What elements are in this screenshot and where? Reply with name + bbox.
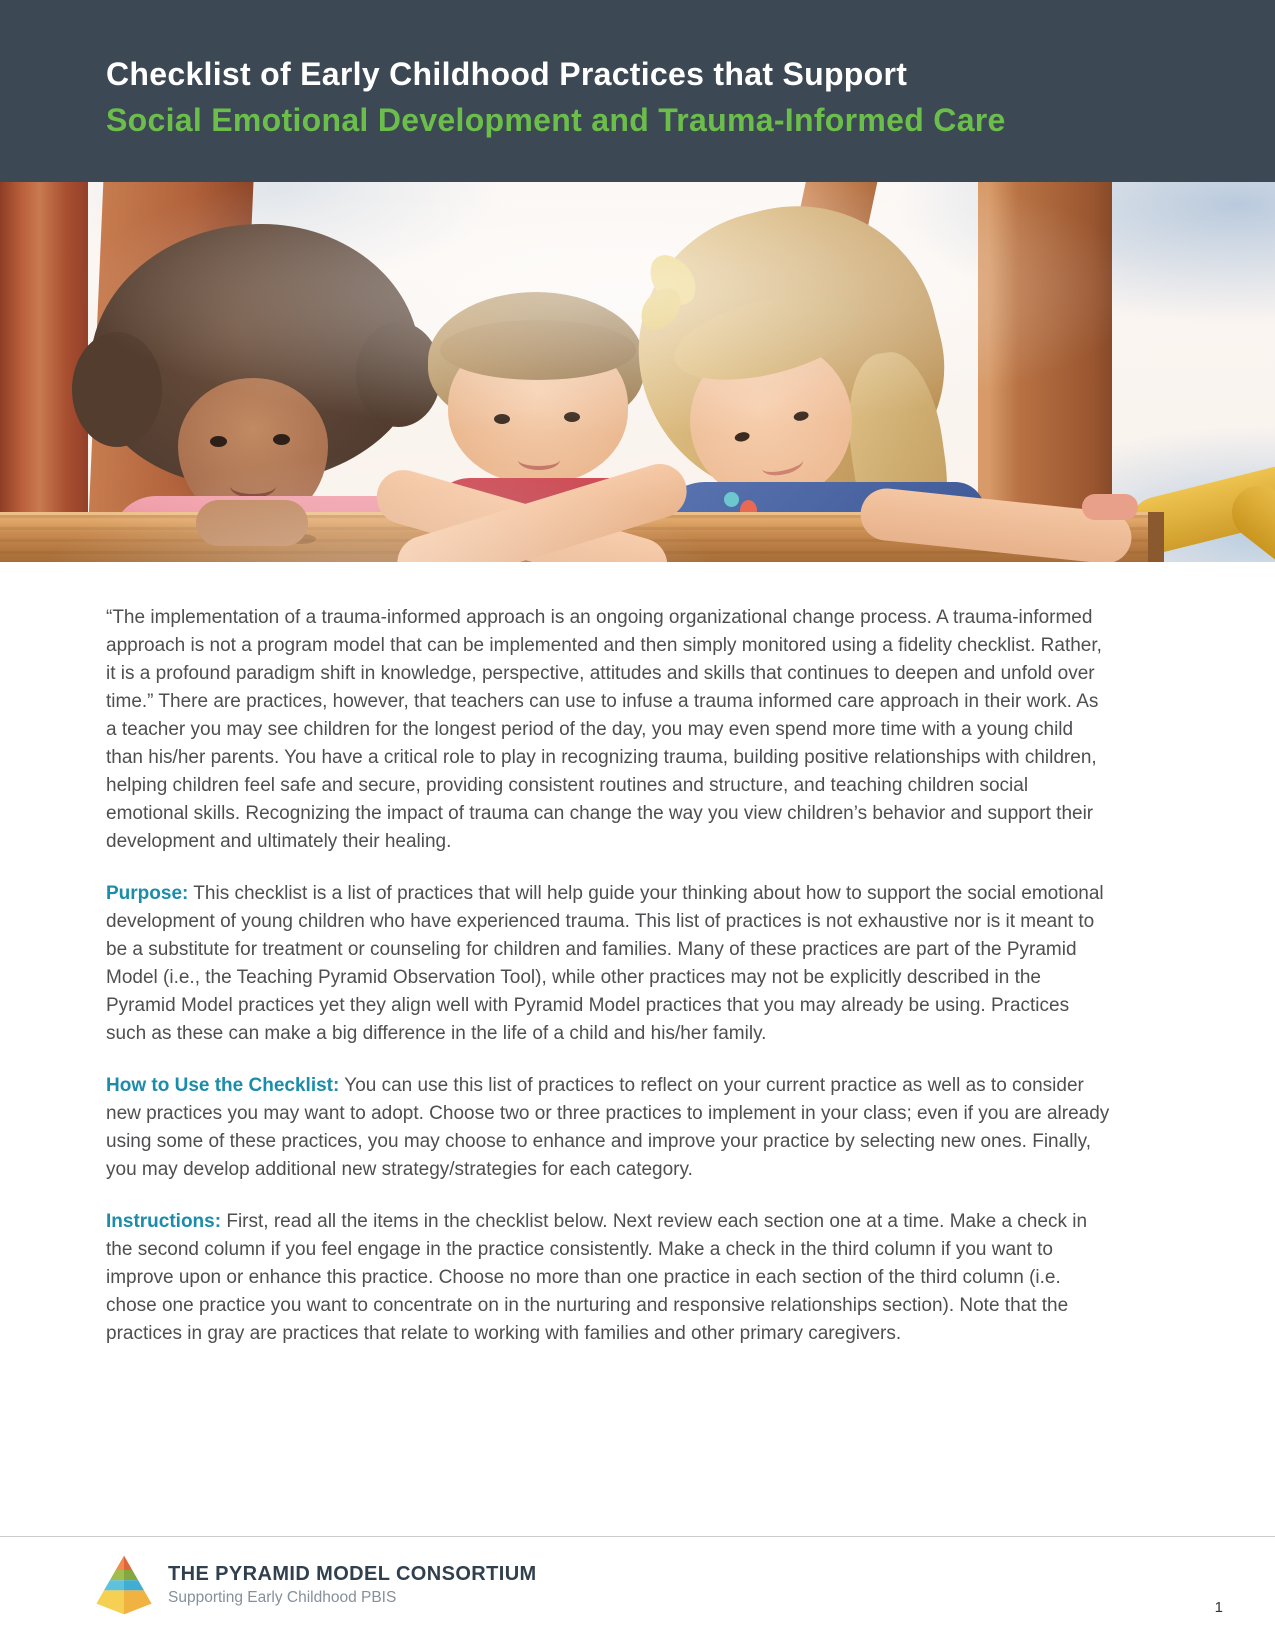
body-copy (106, 604, 1114, 1348)
page-title-line2: Social Emotional Development and Trauma-Informed Care (106, 102, 1006, 138)
page-footer (0, 1536, 1275, 1650)
consortium-logo-text (168, 1563, 537, 1607)
child-left-smile (230, 474, 276, 498)
consortium-name: THE PYRAMID MODEL CONSORTIUM (168, 1563, 537, 1585)
page-number: 1 (1214, 1599, 1223, 1616)
howto-label: How to Use the Checklist: (106, 1075, 340, 1096)
pyramid-logo-icon (94, 1553, 154, 1617)
child-right-eye (793, 410, 810, 422)
child-left-eye (273, 434, 290, 445)
intro-paragraph (106, 604, 1114, 856)
child-left-hair-curl (72, 332, 162, 447)
instructions-paragraph (106, 1208, 1114, 1348)
consortium-tagline: Supporting Early Childhood PBIS (168, 1589, 397, 1606)
instructions-text: First, read all the items in the checklist below. Next review each section one at a time. Make a check in the second column if you feel engage in the practice consistently. Make a check in the third column if you want to improve upon or enhance this practice. Choose no more than one practice in each section of the third column (i.e. chose one practice you want to concentrate on in the nurturing and responsive relationships section). Note that the practices in gray are practices that relate to working with families and other primary caregivers. (106, 1211, 1088, 1344)
child-middle-smile (518, 450, 560, 470)
child-middle-fringe (440, 320, 636, 380)
child-middle-eye (564, 412, 580, 422)
child-middle-eye (494, 414, 510, 424)
header-band (0, 0, 1275, 182)
purpose-text: This checklist is a list of practices that will help guide your thinking about how to support the social emotional development of young children who have experienced trauma. This list of practices is not exhaustive nor is it meant to be a substitute for treatment or counseling for children and families. Many of these practices are part of the Pyramid Model (i.e., the Teaching Pyramid Observation Tool), while other practices may not be explicitly described in the Pyramid Model practices yet they align well with Pyramid Model practices that you may already be using. Practices such as these can make a big difference in the life of a child and his/her family. (106, 883, 1104, 1044)
photo-children-playground (0, 182, 1275, 562)
child-right-fingers (1082, 494, 1138, 520)
consortium-logo (94, 1553, 537, 1617)
wood-plank-end (1148, 512, 1164, 562)
child-left-hands (196, 500, 308, 546)
child-right-smile (760, 450, 805, 478)
child-left-eye (210, 436, 227, 447)
child-right-necklace-bead (724, 492, 739, 507)
howto-paragraph (106, 1072, 1114, 1184)
instructions-label: Instructions: (106, 1211, 222, 1232)
intro-text: “The implementation of a trauma-informed approach is an ongoing organizational change process. A trauma-informed approach is not a program model that can be implemented and then simply monitored using a fidelity checklist. Rather, it is a profound paradigm shift in knowledge, perspective, attitudes and skills that continues to deepen and unfold over time.” There are practices, however, that teachers can use to infuse a trauma informed care approach in their work. As a teacher you may see children for the longest period of the day, you may even spend more time with a young child than his/her parents. You have a critical role to play in recognizing trauma, building positive relationships with children, helping children feel safe and secure, providing consistent routines and structure, and teaching children social emotional skills. Recognizing the impact of trauma can change the way you view children’s behavior and support their development and ultimately their healing. (106, 607, 1102, 852)
purpose-label: Purpose: (106, 883, 189, 904)
wood-post-right (978, 182, 1112, 527)
child-right-eye (734, 431, 751, 443)
page-title-line1: Checklist of Early Childhood Practices that Support (106, 56, 908, 92)
purpose-paragraph (106, 880, 1114, 1048)
howto-text: You can use this list of practices to reflect on your current practice as well as to consider new practices you may want to adopt. Choose two or three practices to implement in your class; even if you are already using some of these practices, you may choose to enhance and improve your practice by selecting new ones. Finally, you may develop additional new strategy/strategies for each category. (106, 1075, 1110, 1180)
